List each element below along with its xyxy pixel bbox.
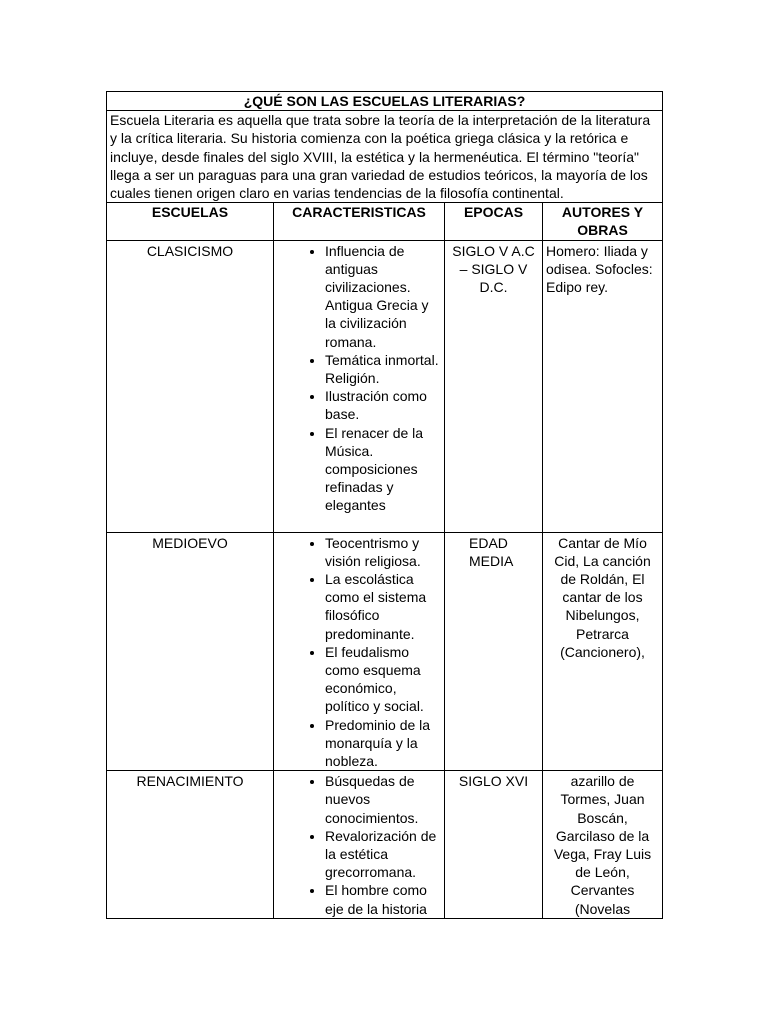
- list-item: • Revalorización de la estética grecorromana.: [325, 827, 441, 882]
- autores-cell: azarillo de Tormes, Juan Boscán, Garcilaso de la Vega, Fray Luis de León, Cervantes (Novelas: [543, 771, 663, 919]
- header-epocas: EPOCAS: [445, 203, 543, 240]
- header-row: [107, 203, 663, 240]
- escuela-cell: RENACIMIENTO: [107, 771, 274, 919]
- intro-paragraph: Escuela Literaria es aquella que trata sobre la teoría de la interpretación de la literatura y la crítica literaria. Su historia comienza con la poética griega clásica y la retórica e incluye, desde finales del siglo XVIII, la estética y la hermenéutica. El término "teoría" llega a ser un paraguas para una gran variedad de estudios teóricos, la mayoría de los cuales tienen origen claro en varias tendencias de la filosofía continental.: [107, 111, 663, 203]
- list-item: • Temática inmortal. Religión.: [325, 351, 441, 387]
- table-row: [107, 532, 663, 771]
- list-item: • Influencia de antiguas civilizaciones. Antigua Grecia y la civilización romana.: [325, 242, 441, 351]
- list-item: • El renacer de la Música. composiciones refinadas y elegantes: [325, 424, 441, 515]
- table-row: [107, 240, 663, 532]
- table-row: [107, 771, 663, 919]
- list-item: • El hombre como eje de la historia: [325, 881, 441, 917]
- list-item: • Ilustración como base.: [325, 387, 441, 423]
- list-item: • Predominio de la monarquía y la nobleza.: [325, 716, 441, 771]
- caracteristicas-list: [277, 772, 441, 918]
- title-row: [107, 92, 663, 111]
- table-title: ¿QUÉ SON LAS ESCUELAS LITERARIAS?: [107, 92, 663, 111]
- escuela-cell: CLASICISMO: [107, 240, 274, 532]
- caracteristicas-list: [277, 242, 441, 515]
- epoca-cell: EDAD MEDIA: [445, 532, 543, 771]
- intro-row: [107, 111, 663, 203]
- list-item: • La escolástica como el sistema filosófico predominante.: [325, 570, 441, 643]
- caracteristicas-cell: [274, 771, 445, 919]
- header-caracteristicas: CARACTERISTICAS: [274, 203, 445, 240]
- autores-cell: Cantar de Mío Cid, La canción de Roldán, El cantar de los Nibelungos, Petrarca (Cancionero),: [543, 532, 663, 771]
- caracteristicas-list: [277, 534, 441, 771]
- list-item: • Teocentrismo y visión religiosa.: [325, 534, 441, 570]
- list-item: • El feudalismo como esquema económico, político y social.: [325, 643, 441, 716]
- caracteristicas-cell: [274, 532, 445, 771]
- literary-schools-table: [106, 91, 663, 919]
- epoca-cell: SIGLO V A.C – SIGLO V D.C.: [445, 240, 543, 532]
- caracteristicas-cell: [274, 240, 445, 532]
- epoca-cell: SIGLO XVI: [445, 771, 543, 919]
- header-escuelas: ESCUELAS: [107, 203, 274, 240]
- autores-cell: Homero: Iliada y odisea. Sofocles: Edipo rey.: [543, 240, 663, 532]
- header-autores: AUTORES Y OBRAS: [543, 203, 663, 240]
- escuela-cell: MEDIOEVO: [107, 532, 274, 771]
- list-item: • Búsquedas de nuevos conocimientos.: [325, 772, 441, 827]
